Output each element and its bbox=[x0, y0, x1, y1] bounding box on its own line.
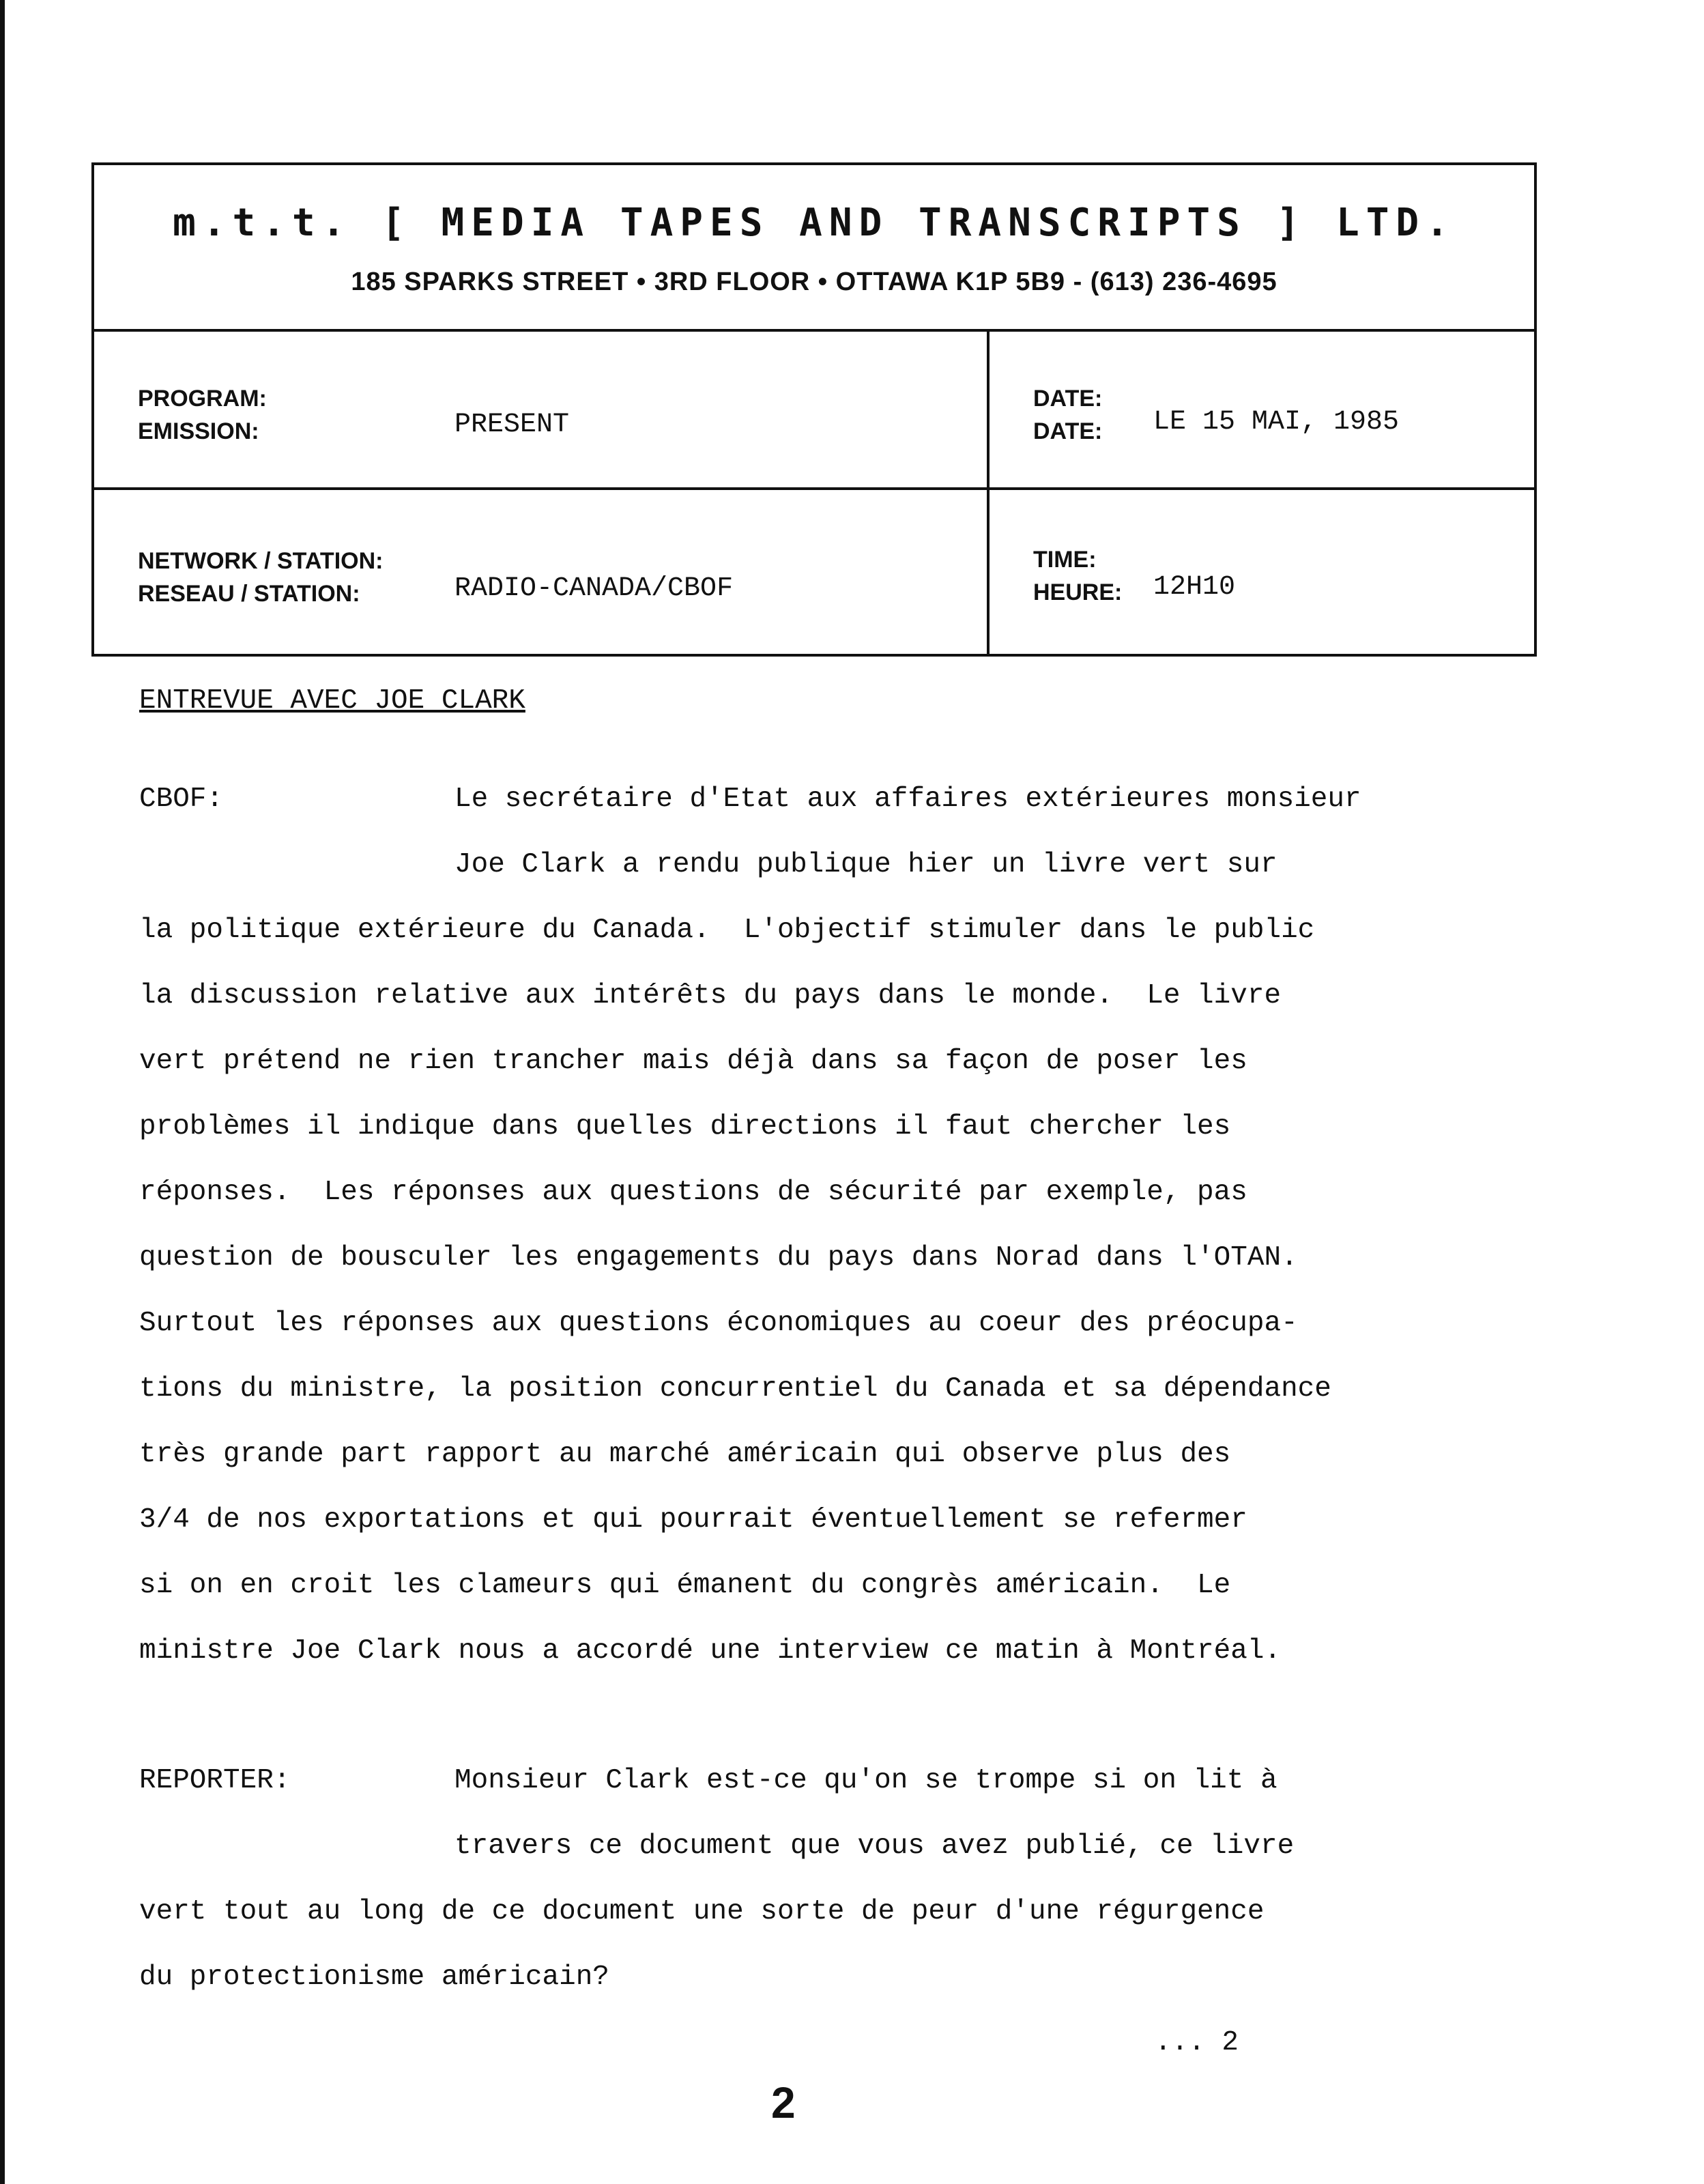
transcript-header-box bbox=[91, 162, 1537, 657]
speaker-label: REPORTER: bbox=[139, 1765, 291, 1796]
transcript-line: si on en croit les clameurs qui émanent du congrès américain. Le bbox=[139, 1570, 1231, 1601]
emission-label: EMISSION: bbox=[138, 418, 259, 444]
transcript-line: Le secrétaire d'Etat aux affaires extérieures monsieur bbox=[454, 784, 1361, 815]
time-label: TIME: bbox=[1033, 547, 1097, 573]
transcript-line: réponses. Les réponses aux questions de sécurité par exemple, pas bbox=[139, 1177, 1247, 1208]
column-divider bbox=[987, 332, 990, 654]
transcript-line: question de bousculer les engagements du pays dans Norad dans l'OTAN. bbox=[139, 1242, 1298, 1274]
transcript-line: Joe Clark a rendu publique hier un livre vert sur bbox=[454, 849, 1277, 880]
date-label-en: DATE: bbox=[1033, 386, 1103, 412]
transcript-line: 3/4 de nos exportations et qui pourrait éventuellement se refermer bbox=[139, 1504, 1247, 1536]
page-edge-rule bbox=[0, 0, 5, 2184]
transcript-line: très grande part rapport au marché américain qui observe plus des bbox=[139, 1439, 1231, 1470]
heure-label: HEURE: bbox=[1033, 579, 1123, 605]
transcript-title: ENTREVUE AVEC JOE CLARK bbox=[139, 685, 525, 717]
company-name: m.t.t. [ MEDIA TAPES AND TRANSCRIPTS ] LTD. bbox=[173, 201, 1456, 245]
time-value: 12H10 bbox=[1153, 572, 1236, 603]
header-divider bbox=[94, 329, 1534, 332]
network-value: RADIO-CANADA/CBOF bbox=[454, 573, 734, 604]
network-label: NETWORK / STATION: bbox=[138, 548, 384, 574]
transcript-line: la politique extérieure du Canada. L'objectif stimuler dans le public bbox=[139, 915, 1315, 946]
program-value: PRESENT bbox=[454, 410, 570, 440]
transcript-line: du protectionisme américain? bbox=[139, 1962, 609, 1993]
date-value: LE 15 MAI, 1985 bbox=[1153, 407, 1400, 437]
transcript-line: Monsieur Clark est-ce qu'on se trompe si on lit à bbox=[454, 1765, 1277, 1796]
row-divider bbox=[94, 487, 1534, 490]
reseau-label: RESEAU / STATION: bbox=[138, 581, 360, 607]
transcript-line: vert prétend ne rien trancher mais déjà dans sa façon de poser les bbox=[139, 1046, 1247, 1077]
transcript-line: ministre Joe Clark nous a accordé une interview ce matin à Montréal. bbox=[139, 1635, 1282, 1667]
transcript-line: problèmes il indique dans quelles directions il faut chercher les bbox=[139, 1111, 1231, 1143]
speaker-label: CBOF: bbox=[139, 784, 224, 815]
transcript-line: vert tout au long de ce document une sorte de peur d'une régurgence bbox=[139, 1896, 1265, 1927]
transcript-line: tions du ministre, la position concurrentiel du Canada et sa dépendance bbox=[139, 1373, 1331, 1405]
program-label: PROGRAM: bbox=[138, 386, 267, 412]
continued-marker: ... 2 bbox=[1155, 2027, 1239, 2058]
page-number: 2 bbox=[771, 2078, 796, 2127]
company-address: 185 SPARKS STREET • 3RD FLOOR • OTTAWA K1P 5B9 - (613) 236-4695 bbox=[351, 268, 1277, 296]
transcript-line: la discussion relative aux intérêts du pays dans le monde. Le livre bbox=[139, 980, 1282, 1011]
transcript-line: travers ce document que vous avez publié, ce livre bbox=[454, 1830, 1295, 1862]
date-label-fr: DATE: bbox=[1033, 418, 1103, 444]
transcript-line: Surtout les réponses aux questions économiques au coeur des préocupa- bbox=[139, 1308, 1298, 1339]
